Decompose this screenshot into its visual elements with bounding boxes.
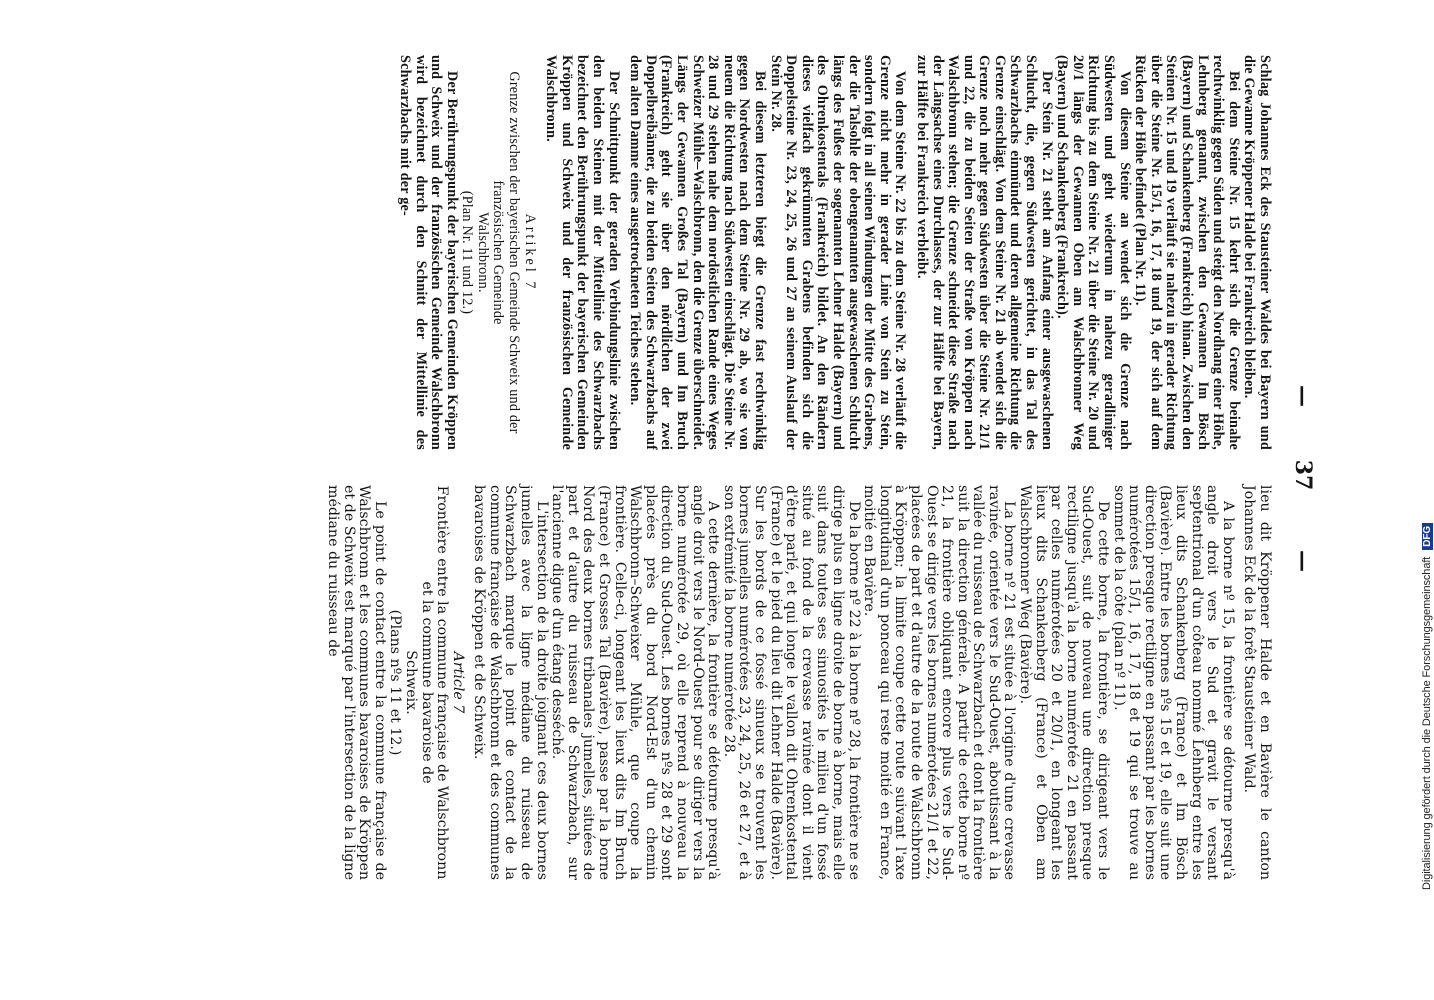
page-number: 37 (1290, 459, 1316, 491)
german-paragraph-4: Der Stein Nr. 21 steht am Anfang einer ausgewaschenen Schlucht, die, gegen Südwesten gerichtet, in das Tal des Schwarzbachs einmündet und deren allgemeine Richtung die Grenze einschlägt. Von dem Steine Nr. 21 ab wendet sich die Grenze noch mehr gegen Südwesten über die Steine Nr. 21/1 und 22, die zu beiden Seiten der Straße von Kröppen nach Walschbronn stehen; die Grenze schneidet diese Straße nach der Längsachse eines Durchlasses, der zur Hälfte bei Bayern, zur Hälfte bei Frankreich verbleibt. (913, 55, 1055, 450)
header-dash-right: — (1290, 550, 1316, 572)
header-dash-left: — (1290, 385, 1316, 407)
french-paragraph-3: De cette borne, la frontière, se dirigeant vers le Sud-Ouest, suit de nouveau une direction presque rectiligne jusqu'à la borne numérotée 21 en passant par celles numérotées 20 et 20/1, en longeant les lieux dits Schankenberg (France) et Oben am Walschbronner Weg (Bavière). (1017, 485, 1112, 880)
french-column (324, 485, 1272, 880)
german-paragraph-5: Von dem Steine Nr. 22 bis zu dem Steine Nr. 28 verläuft die Grenze nicht mehr in gerader Linie von Stein zu Stein, sondern folgt in all seinen Windungen der Mitte des Grabens, der die Talsohle der obengenannten ausgewaschenen Schlucht längs des Fußes der sogenannten Lehner Halde (Bayern) und des Ohrenkostentals (Frankreich) bildet. An den Rändern dieses vielfach gekrümmten Grabens befinden sich die Doppelsteine Nr. 23, 24, 25, 26 und 27 an seinem Auslauf der Stein Nr. 28. (767, 55, 909, 450)
french-paragraph-1: lieu dit Kröppener Halde et en Bavière le canton Johannes Eck de la forêt Stausteiner Wald. (1241, 485, 1273, 880)
french-article-subtitle: Frontière entre la commune française de Walschbronn et la commune bavaroise de (418, 485, 451, 880)
german-paragraph-6: Bei diesem letzteren biegt die Grenze fast rechtwinklig gegen Nordwesten nach dem Steine Nr. 29 ab, wo sie von neuem die Richtung nach Südwesten einschlägt. Die Steine Nr. 28 und 29 stehen nahe dem nordöstlichen Rande eines Weges Schweizer Mühle–Walschbronn, den die Grenze überschneidet. Längs der Gewannen Großes Tal (Bayern) und Im Bruch (Frankreich) geht sie über den nördlichen der zwei Doppelbreibänner, die zu beiden Seiten des Schwarzbachs auf dem alten Damme eines ausgetrockneten Teiches stehen. (627, 55, 768, 450)
german-article-title: Artikel 7 (521, 213, 538, 292)
german-article-subtitle: Grenze zwischen der bayerischen Gemeinde Schweix und der französischen Gemeinde (490, 71, 523, 434)
page-header (1284, 55, 1322, 895)
french-article-subtitle-2: Schweix. (402, 650, 419, 715)
french-paragraph-7: L'intersection de la droite joignant ces deux bornes jumelles avec la ligne médiane du ruisseau de Schwarzbach marque le point de contact de la commune française de Walschbronn et des communes bavaroises de Kröppen et de Schweix. (471, 485, 550, 880)
french-paragraph-8: Le point de contact entre la commune française de Walschbronn et les communes bavaroises de Kröppen et de Schweix est marqué par l'intersection de la ligne médiane du ruisseau de (324, 485, 388, 880)
french-paragraph-2: A la borne nº 15, la frontière se détourne presqu'à angle droit vers le Sud et gravit le versant septentrional d'un côteau nommé Lehnberg entre les lieux dits Schankenberg (France) et Im Bösch (Bavière). Entre les bornes nºs 15 et 19, elle suit une direction presque rectiligne en passant par les bornes numérotées 15/1, 16, 17, 18 et 19 qui se trouve au sommet de la côte (plan nº 11). (1110, 485, 1236, 880)
french-article-plan: (Plans nºs 11 et 12.) (387, 609, 404, 756)
german-paragraph-7: Der Schnittpunkt der geraden Verbindungslinie zwischen den beiden Steinen mit der Mittellinie des Schwarzbachs bezeichnet den Berührungspunkt der bayerischen Gemeinden Kröppen und Schweix und der französischen Gemeinde Walschbronn. (543, 55, 622, 450)
german-paragraph-2: Bei dem Steine Nr. 15 kehrt sich die Grenze beinahe rechtwinklig gegen Süden und steigt den Nordhang einer Höhe, Lehnberg genannt, zwischen den Gewannen Im Bösch (Bayern) und Schankenberg (Frankreich) hinan. Zwischen den Steinen Nr. 15 und 19 verläuft sie nahezu in gerader Richtung über die Steine Nr. 15/1, 16, 17, 18 und 19, der sich auf dem Rücken der Höhe befindet (Plan Nr. 11). (1132, 55, 1242, 450)
german-paragraph-1: Schlag Johannes Eck des Stausteiner Waldes bei Bayern und die Gewanne Kröppener Halde bei Frankreich bleiben. (1241, 55, 1273, 450)
german-column (396, 55, 1272, 450)
document-page (92, 55, 1322, 895)
french-paragraph-6: A cette dernière, la frontière se détourne presqu'à angle droit vers le Nord-Ouest pour se diriger vers la borne numérotée 29, où elle reprend à nouveau la direction du Sud-Ouest. Les bornes nºs 28 et 29 sont placées près du bord Nord-Est d'un chemin Walschbronn–Schweixer Mühle, que coupe la frontière. Celle-ci, longeant les lieux dits Im Bruch (France) et Grosses Tal (Bavière), passe par la borne Nord des deux bornes tribanales jumelles, situées de part et d'autre du ruisseau de Schwarzbach, sur l'ancienne digue d'un étang desséché. (549, 485, 722, 880)
french-article-title: Article 7 (449, 651, 466, 714)
dfg-logo: DFG (1422, 523, 1433, 550)
french-paragraph-4: La borne nº 21 est située à l'origine d'une crevasse ravinée, orientée vers le Sud-Ouest, aboutissant à la vallée du ruisseau de Schwarzbach et dont la frontière suit la direction générale. A partir de cette borne nº 21, la frontière obliquant encore plus vers le Sud-Ouest se dirige vers les bornes numérotées 21/1 et 22, placées de part et d'autre de la route de Walschbronn à Kröppen; la limite coupe cette route suivant l'axe longitudinal d'un ponceau qui reste moitié en France, moitié en Bavière. (861, 485, 1018, 880)
german-paragraph-8: Der Berührungspunkt der bayerischen Gemeinden Kröppen und Schweix und der französischen Gemeinde Walschbronn wird bezeichnet durch den Schnitt der Mittellinie des Schwarzbachs mit der ge- (396, 55, 460, 450)
digitization-credit (1421, 523, 1433, 890)
german-article-plan: (Plan Nr. 11 und 12.) (459, 190, 476, 315)
german-paragraph-3: Von diesem Steine an wendet sich die Grenze nach Südwesten und geht wiederum in nahezu geradliniger Richtung bis zu dem Steine Nr. 21 über die Steine Nr. 20 und 20/1 längs der Gewannen Oben am Walschbronner Weg (Bayern) und Schankenberg (Frankreich). (1054, 55, 1133, 450)
digitization-credit-text: Digitalisierung gefördert durch die Deutsche Forschungsgemeinschaft (1421, 556, 1433, 890)
german-article-subtitle-2: Walschbronn. (474, 212, 491, 293)
french-paragraph-5: De la borne nº 22 à la borne nº 28, la frontière ne se dirige plus en ligne droite de borne à borne, mais elle suit dans toutes ses sinuosités le milieu d'un fossé situé au fond de la crevasse ravinée dont il vient d'être parlé, et qui longe le vallon dit Ohrenkostental (France) et le pied du lieu dit Lehner Halde (Bavière). Sur les bords de ce fossé sinueux se trouvent les bornes jumelles numérotées 23, 24, 25, 26 et 27, et à son extrémité la borne numérotée 28. (720, 485, 862, 880)
